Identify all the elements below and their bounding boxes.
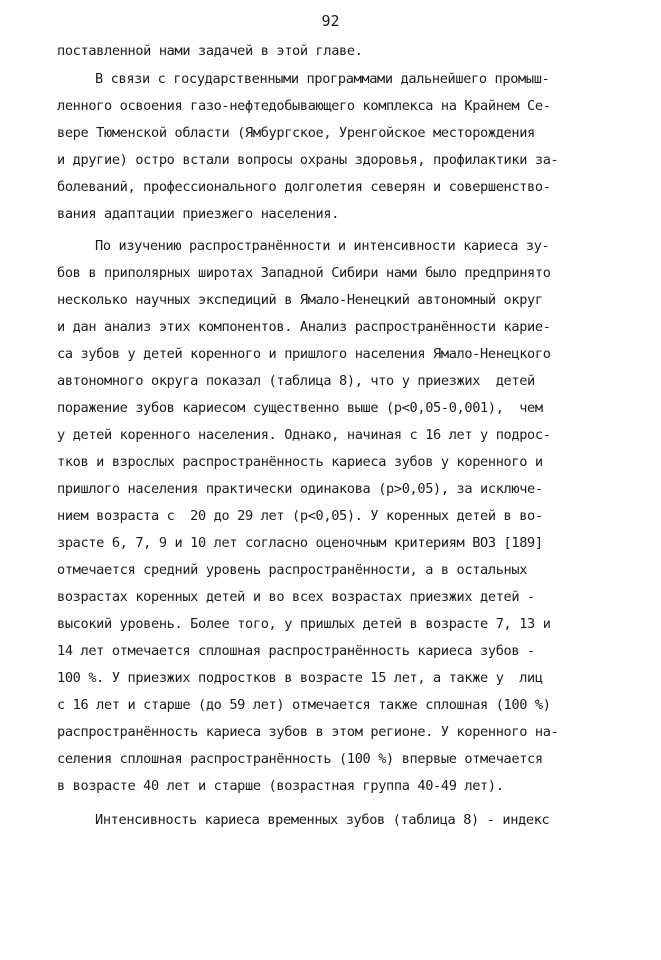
- text-line: пришлого населения практически одинакова (р>0,05), за исключе-: [57, 481, 543, 497]
- text-line: и другие) остро встали вопросы охраны здоровья, профилактики за-: [57, 152, 559, 168]
- text-line: 14 лет отмечается сплошная распространённость кариеса зубов -: [57, 643, 535, 659]
- text-line: В связи с государственными программами дальнейшего промыш-: [95, 71, 550, 87]
- text-line: вере Тюменской области (Ямбургское, Уренгойское месторождения: [57, 125, 535, 141]
- text-line: По изучению распространённости и интенсивности кариеса зу-: [95, 238, 550, 254]
- text-line: нием возраста с 20 до 29 лет (р<0,05). У коренных детей в во-: [57, 508, 543, 524]
- text-line: и дан анализ этих компонентов. Анализ распространённости карие-: [57, 319, 551, 335]
- text-line: 100 %. У приезжих подростков в возрасте 15 лет, а также у лиц: [57, 670, 543, 686]
- page-number: 92: [321, 12, 340, 30]
- text-line: высокий уровень. Более того, у пришлых детей в возрасте 7, 13 и: [57, 616, 551, 632]
- text-line: автономного округа показал (таблица 8), что у приезжих детей: [57, 373, 535, 389]
- text-line: Интенсивность кариеса временных зубов (таблица 8) - индекс: [95, 812, 550, 828]
- text-line: в возрасте 40 лет и старше (возрастная группа 40-49 лет).: [57, 778, 504, 794]
- text-line: распространённость кариеса зубов в этом регионе. У коренного на-: [57, 724, 559, 740]
- text-line: бов в приполярных широтах Западной Сибири нами было предпринято: [57, 265, 551, 281]
- text-line: са зубов у детей коренного и пришлого населения Ямало-Ненецкого: [57, 346, 551, 362]
- text-line: с 16 лет и старше (до 59 лет) отмечается также сплошная (100 %): [57, 697, 551, 713]
- text-line: отмечается средний уровень распространённости, а в остальных: [57, 562, 528, 578]
- text-line: вания адаптации приезжего населения.: [57, 206, 340, 222]
- text-line: болеваний, профессионального долголетия северян и совершенство-: [57, 179, 551, 195]
- text-line: возрастах коренных детей и во всех возрастах приезжих детей -: [57, 589, 535, 605]
- text-line: ленного освоения газо-нефтедобывающего комплекса на Крайнем Се-: [57, 98, 551, 114]
- text-line: тков и взрослых распространённость кариеса зубов у коренного и: [57, 454, 543, 470]
- text-line: у детей коренного населения. Однако, начиная с 16 лет у подрос-: [57, 427, 551, 443]
- text-line: зрасте 6, 7, 9 и 10 лет согласно оценочным критериям ВОЗ [189]: [57, 535, 543, 551]
- text-line: несколько научных экспедиций в Ямало-Ненецкий автономный округ: [57, 292, 543, 308]
- text-line: поставленной нами задачей в этой главе.: [57, 43, 363, 59]
- text-line: поражение зубов кариесом существенно выше (р<0,05-0,001), чем: [57, 400, 543, 416]
- text-line: селения сплошная распространённость (100 %) впервые отмечается: [57, 751, 543, 767]
